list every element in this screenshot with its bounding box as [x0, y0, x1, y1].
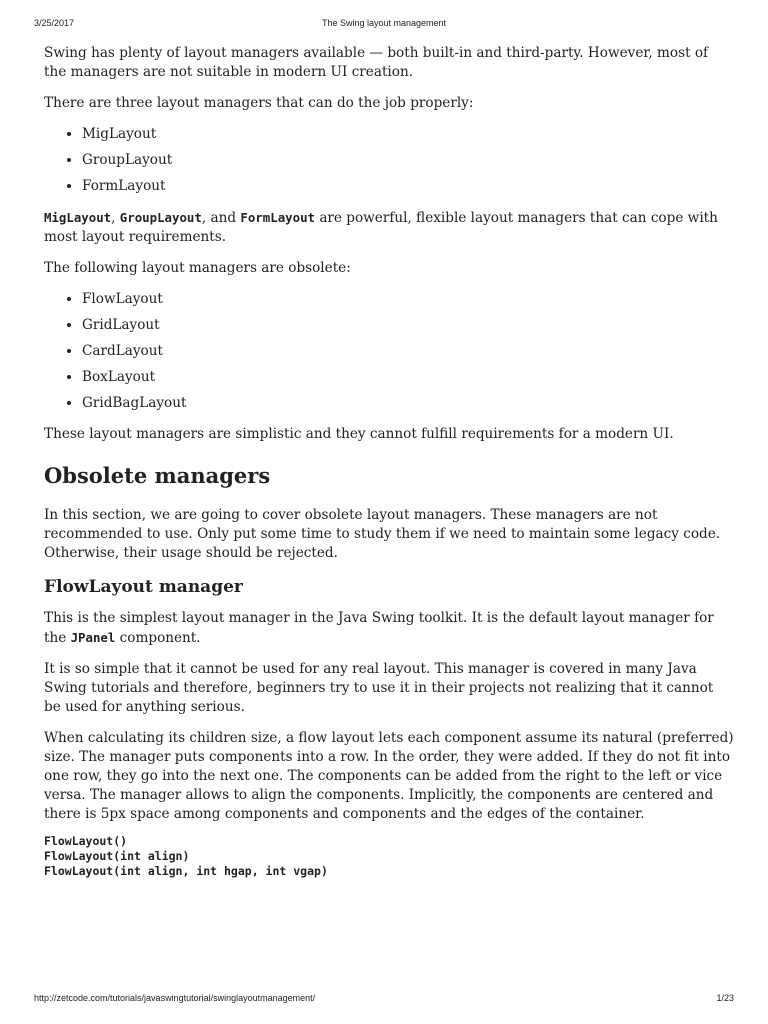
inline-code: FormLayout: [240, 210, 315, 225]
obsolete-intro: The following layout managers are obsolete:: [44, 260, 351, 276]
text-fragment: This is the simplest layout manager in the Java Swing toolkit. It is the default layout manager for the: [44, 610, 714, 646]
recommended-managers-list: [44, 125, 734, 196]
obsolete-managers-list: [44, 290, 734, 413]
flowlayout-paragraph: [44, 609, 734, 648]
flowlayout-paragraph: When calculating its children size, a flow layout lets each component assume its natural (preferred) size. The manager puts components into a row. In the order, they were added. If they do not fit into one row, they go into the next one. The components can be added from the right to the left or vice versa. The manager allows to align the components. Implicitly, the components are centered and there is 5px space among components and components and the edges of the container.: [44, 730, 734, 822]
list-item: • BoxLayout: [82, 368, 734, 387]
list-item: • MigLayout: [82, 125, 734, 144]
print-header: [34, 18, 734, 32]
inline-code: GroupLayout: [119, 210, 202, 225]
text-fragment: ,: [111, 210, 120, 226]
intro-paragraph: Swing has plenty of layout managers available — both built-in and third-party. However, most of the managers are not suitable in modern UI creation.: [44, 45, 709, 80]
flowlayout-paragraph: It is so simple that it cannot be used for any real layout. This manager is covered in many Java Swing tutorials and therefore, beginners try to use it in their projects not realizing that it cannot be used for anything serious.: [44, 661, 714, 715]
list-item: • FormLayout: [82, 177, 734, 196]
print-footer: [34, 993, 734, 1007]
inline-code: MigLayout: [44, 210, 112, 225]
text-fragment: component.: [115, 630, 201, 646]
managers-description: [44, 208, 734, 247]
list-item: • GroupLayout: [82, 151, 734, 170]
list-item: • GridLayout: [82, 316, 734, 335]
text-fragment: are powerful, flexible layout managers that can cope with most layout requirements.: [44, 210, 718, 245]
section-heading-obsolete: Obsolete managers: [44, 463, 271, 488]
list-item: • CardLayout: [82, 342, 734, 361]
page-number: 1/23: [716, 993, 734, 1003]
text-fragment: , and: [201, 210, 241, 226]
print-page-title: The Swing layout management: [321, 18, 447, 28]
page-url: http://zetcode.com/tutorials/javaswingtutorial/swinglayoutmanagement/: [34, 993, 316, 1003]
list-item: • FlowLayout: [82, 290, 734, 309]
obsolete-section-paragraph: In this section, we are going to cover obsolete layout managers. These managers are not recommended to use. Only put some time to study them if we need to maintain some legacy code. Otherwise, their usage should be rejected.: [44, 507, 721, 561]
list-item: • GridBagLayout: [82, 394, 734, 413]
article-content: [44, 44, 734, 879]
code-block: FlowLayout() FlowLayout(int align) FlowLayout(int align, int hgap, int vgap): [44, 834, 328, 878]
intro-paragraph-managers: There are three layout managers that can do the job properly:: [44, 95, 474, 111]
print-date: 3/25/2017: [34, 18, 75, 28]
inline-code: JPanel: [70, 630, 116, 645]
section-heading-flowlayout: FlowLayout manager: [44, 577, 243, 597]
obsolete-summary: These layout managers are simplistic and they cannot fulfill requirements for a modern UI.: [44, 426, 674, 442]
